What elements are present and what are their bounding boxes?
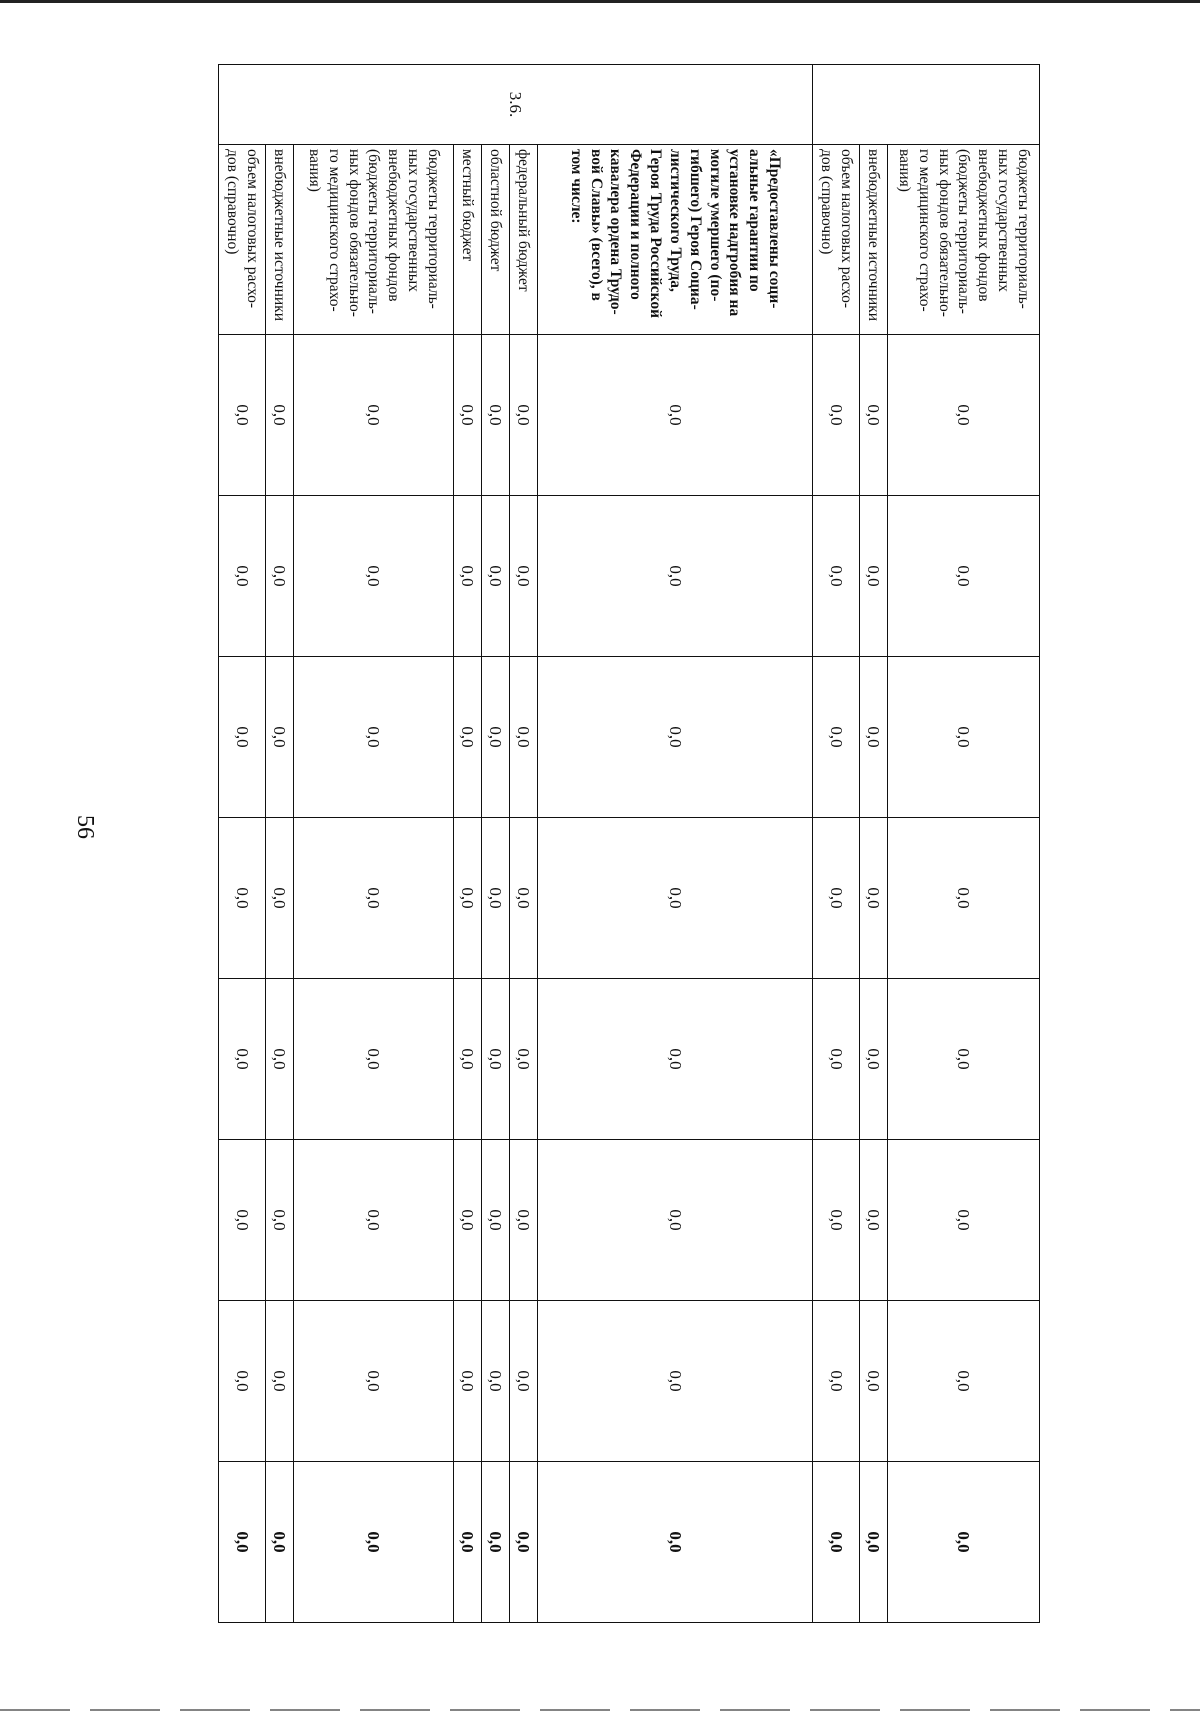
- table-row: [813, 65, 860, 1623]
- value-cell: 0,0: [219, 657, 266, 818]
- value-cell: 0,0: [266, 496, 294, 657]
- value-cell: 0,0: [813, 979, 860, 1140]
- value-cell: 0,0: [454, 1140, 482, 1301]
- scan-edge-top: [0, 0, 1200, 3]
- row-label: местный бюджет: [454, 145, 482, 335]
- value-cell: 0,0: [538, 496, 813, 657]
- value-cell: 0,0: [538, 979, 813, 1140]
- value-cell: 0,0: [510, 1301, 538, 1462]
- value-cell: 0,0: [860, 1140, 888, 1301]
- value-cell: 0,0: [266, 335, 294, 496]
- value-cell: 0,0: [266, 657, 294, 818]
- value-cell: 0,0: [510, 496, 538, 657]
- table-row: [294, 65, 454, 1623]
- value-cell-total: 0,0: [538, 1462, 813, 1623]
- value-cell: 0,0: [510, 1140, 538, 1301]
- value-cell: 0,0: [888, 818, 1040, 979]
- value-cell: 0,0: [482, 335, 510, 496]
- value-cell: 0,0: [813, 1301, 860, 1462]
- row-label: объем налоговых расхо-дов (справочно): [813, 145, 860, 335]
- value-cell: 0,0: [538, 335, 813, 496]
- value-cell: 0,0: [454, 657, 482, 818]
- row-label: областной бюджет: [482, 145, 510, 335]
- value-cell-total: 0,0: [813, 1462, 860, 1623]
- value-cell: 0,0: [482, 979, 510, 1140]
- value-cell: 0,0: [538, 1301, 813, 1462]
- page-number: 56: [72, 815, 98, 839]
- value-cell-total: 0,0: [219, 1462, 266, 1623]
- value-cell: 0,0: [219, 496, 266, 657]
- value-cell: 0,0: [454, 496, 482, 657]
- row-index-cell: [813, 65, 1040, 145]
- value-cell: 0,0: [860, 979, 888, 1140]
- value-cell-total: 0,0: [510, 1462, 538, 1623]
- value-cell: 0,0: [813, 335, 860, 496]
- value-cell-total: 0,0: [860, 1462, 888, 1623]
- value-cell: 0,0: [294, 1140, 454, 1301]
- value-cell: 0,0: [266, 1301, 294, 1462]
- row-label: бюджеты территориаль-ных государственных внебюджетных фондов (бюджеты территориаль-ных фондов обязательно-го медицинского страхо-вания): [294, 145, 454, 335]
- value-cell: 0,0: [888, 657, 1040, 818]
- value-cell: 0,0: [266, 818, 294, 979]
- row-index-cell: 3.6.: [219, 65, 813, 145]
- row-label: внебюджетные источники: [266, 145, 294, 335]
- table-row: [510, 65, 538, 1623]
- value-cell: 0,0: [888, 979, 1040, 1140]
- value-cell: 0,0: [510, 818, 538, 979]
- table-row: [860, 65, 888, 1623]
- budget-table: [218, 64, 1040, 1623]
- value-cell: 0,0: [219, 1140, 266, 1301]
- value-cell: 0,0: [219, 335, 266, 496]
- value-cell: 0,0: [860, 335, 888, 496]
- value-cell: 0,0: [813, 818, 860, 979]
- value-cell: 0,0: [538, 1140, 813, 1301]
- value-cell: 0,0: [888, 1140, 1040, 1301]
- table-row: [266, 65, 294, 1623]
- value-cell: 0,0: [510, 335, 538, 496]
- row-label: объем налоговых расхо-дов (справочно): [219, 145, 266, 335]
- value-cell-total: 0,0: [454, 1462, 482, 1623]
- value-cell: 0,0: [219, 1301, 266, 1462]
- row-label: бюджеты территориаль-ных государственных внебюджетных фондов (бюджеты территориаль-ных фондов обязательно-го медицинского страхо-вания): [888, 145, 1040, 335]
- value-cell: 0,0: [888, 335, 1040, 496]
- value-cell: 0,0: [482, 1140, 510, 1301]
- value-cell: 0,0: [294, 657, 454, 818]
- value-cell: 0,0: [888, 496, 1040, 657]
- value-cell: 0,0: [219, 979, 266, 1140]
- row-label: «Предоставлены соци-альные гарантии по установке надгробия на могиле умершего (по-гибшего) Героя Социа-листического Труда, Героя Труда Российской Федерации и полного кавалера ордена Трудо-вой Славы» (всего), в том числе:: [538, 145, 813, 335]
- value-cell: 0,0: [538, 657, 813, 818]
- value-cell: 0,0: [860, 818, 888, 979]
- value-cell: 0,0: [813, 1140, 860, 1301]
- value-cell-total: 0,0: [266, 1462, 294, 1623]
- table-row: [219, 65, 266, 1623]
- value-cell: 0,0: [510, 657, 538, 818]
- value-cell: 0,0: [219, 818, 266, 979]
- value-cell: 0,0: [454, 818, 482, 979]
- value-cell-total: 0,0: [294, 1462, 454, 1623]
- value-cell: 0,0: [454, 1301, 482, 1462]
- table-row: [482, 65, 510, 1623]
- value-cell-total: 0,0: [888, 1462, 1040, 1623]
- row-label: федеральный бюджет: [510, 145, 538, 335]
- scan-edge-bottom: [0, 1709, 1200, 1711]
- value-cell: 0,0: [266, 979, 294, 1140]
- value-cell: 0,0: [294, 979, 454, 1140]
- row-label: внебюджетные источники: [860, 145, 888, 335]
- value-cell: 0,0: [538, 818, 813, 979]
- value-cell: 0,0: [294, 1301, 454, 1462]
- value-cell: 0,0: [294, 335, 454, 496]
- budget-table-rotated: [224, 64, 1040, 1622]
- value-cell: 0,0: [294, 818, 454, 979]
- value-cell: 0,0: [482, 818, 510, 979]
- value-cell: 0,0: [294, 496, 454, 657]
- value-cell: 0,0: [860, 1301, 888, 1462]
- value-cell: 0,0: [266, 1140, 294, 1301]
- value-cell: 0,0: [860, 657, 888, 818]
- value-cell: 0,0: [888, 1301, 1040, 1462]
- value-cell: 0,0: [482, 657, 510, 818]
- value-cell: 0,0: [482, 1301, 510, 1462]
- value-cell: 0,0: [813, 496, 860, 657]
- value-cell-total: 0,0: [482, 1462, 510, 1623]
- table-row: [888, 65, 1040, 1623]
- table-row: [538, 65, 813, 1623]
- value-cell: 0,0: [510, 979, 538, 1140]
- value-cell: 0,0: [454, 335, 482, 496]
- value-cell: 0,0: [454, 979, 482, 1140]
- value-cell: 0,0: [482, 496, 510, 657]
- table-row: [454, 65, 482, 1623]
- value-cell: 0,0: [860, 496, 888, 657]
- value-cell: 0,0: [813, 657, 860, 818]
